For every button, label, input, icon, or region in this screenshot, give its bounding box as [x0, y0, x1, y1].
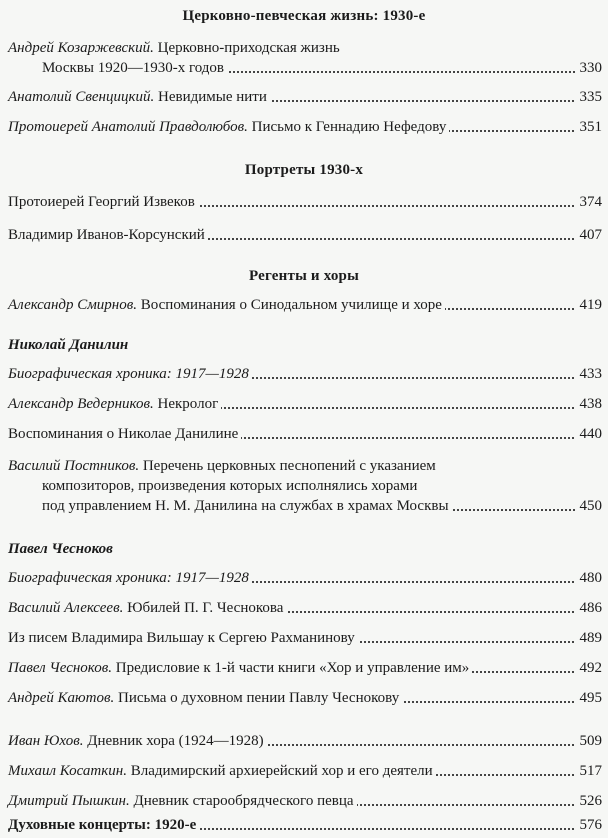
- entry-title: Письмо к Геннадию Нефедову: [247, 119, 447, 135]
- toc-entry[interactable]: [8, 658, 602, 678]
- toc-entry[interactable]: [8, 192, 602, 212]
- toc-entry[interactable]: [8, 364, 602, 384]
- toc-entry[interactable]: [8, 791, 602, 811]
- entry-title: Владимир Иванов-Корсунский: [8, 225, 208, 245]
- entry-author: Александр Ведерников.: [8, 396, 154, 412]
- toc-entry[interactable]: [8, 688, 602, 708]
- entry-page: 526: [576, 791, 603, 811]
- entry-title: Воспоминания о Синодальном училище и хоре: [137, 297, 442, 313]
- entry-page: 489: [576, 628, 603, 648]
- entry-author: Анатолий Свенцицкий.: [8, 89, 155, 105]
- toc-entry[interactable]: [8, 424, 602, 444]
- toc-entry[interactable]: [8, 38, 602, 58]
- entry-page: 407: [576, 225, 603, 245]
- entry-author: Протоиерей Анатолий Правдолюбов.: [8, 119, 248, 135]
- entry-title: Некролог: [153, 396, 219, 412]
- entry-title: Невидимые нити: [154, 89, 267, 105]
- entry-title: Из писем Владимира Вильшау к Сергею Рахманинову: [8, 628, 358, 648]
- entry-title: Протоиерей Георгий Извеков: [8, 192, 198, 212]
- section-title: Портреты 1930-х: [244, 162, 364, 178]
- entry-author: Андрей Козаржевский.: [8, 40, 154, 56]
- entry-title-cont: Москвы 1920—1930-х годов: [42, 58, 227, 78]
- entry-author: Василий Постников.: [8, 458, 140, 474]
- group-title: Павел Чесноков: [8, 541, 113, 557]
- entry-page: 509: [576, 731, 603, 751]
- section-title: Духовные концерты: 1920-е: [8, 815, 199, 835]
- section-page: 576: [576, 815, 603, 835]
- entry-author: Биографическая хроника: 1917—1928: [8, 570, 249, 586]
- entry-page: 438: [576, 394, 603, 414]
- entry-page: 480: [576, 568, 603, 588]
- toc-entry[interactable]: [8, 761, 602, 781]
- section-title-with-page[interactable]: [8, 815, 602, 835]
- entry-title: Владимирский архиерейский хор и его деятели: [126, 763, 433, 779]
- section-title: Регенты и хоры: [248, 268, 360, 284]
- entry-page: 440: [576, 424, 603, 444]
- entry-page: 517: [576, 761, 603, 781]
- entry-page: 330: [576, 58, 603, 78]
- entry-author: Андрей Каютов.: [8, 690, 115, 706]
- entry-title: Письма о духовном пении Павлу Чеснокову: [114, 690, 400, 706]
- entry-page: 419: [576, 295, 603, 315]
- entry-page: 335: [576, 87, 603, 107]
- entry-page: 351: [576, 117, 603, 137]
- entry-page: 433: [576, 364, 603, 384]
- entry-title-cont: под управлением Н. М. Данилина на службах в храмах Москвы: [42, 496, 452, 516]
- entry-author: Павел Чесноков.: [8, 660, 113, 676]
- entry-title: Предисловие к 1-й части книги «Хор и управление им»: [112, 660, 470, 676]
- entry-page: 486: [576, 598, 603, 618]
- toc-entry[interactable]: [8, 295, 602, 315]
- entry-page: 492: [576, 658, 603, 678]
- toc-entry[interactable]: [8, 598, 602, 618]
- toc-entry[interactable]: [8, 394, 602, 414]
- entry-author: Биографическая хроника: 1917—1928: [8, 366, 249, 382]
- toc-entry[interactable]: [8, 456, 602, 476]
- entry-title: Дневник хора (1924—1928): [83, 733, 264, 749]
- toc-entry-continuation[interactable]: [42, 476, 602, 496]
- entry-title: Церковно-приходская жизнь: [153, 40, 340, 56]
- entry-title: Перечень церковных песнопений с указанием: [139, 458, 436, 474]
- entry-title: Юбилей П. Г. Чеснокова: [123, 600, 284, 616]
- toc-entry[interactable]: [8, 568, 602, 588]
- toc-entry-continuation[interactable]: [42, 496, 602, 516]
- entry-author: Василий Алексеев.: [8, 600, 124, 616]
- group-title: Николай Данилин: [8, 337, 129, 353]
- entry-page: 450: [576, 496, 603, 516]
- toc-entry[interactable]: [8, 731, 602, 751]
- entry-author: Александр Смирнов.: [8, 297, 138, 313]
- entry-author: Иван Юхов.: [8, 733, 84, 749]
- entry-author: Дмитрий Пышкин.: [8, 793, 130, 809]
- toc-entry[interactable]: [8, 628, 602, 648]
- toc-entry[interactable]: [8, 225, 602, 245]
- toc-entry-continuation[interactable]: [42, 58, 602, 78]
- toc-entry[interactable]: [8, 87, 602, 107]
- entry-title: Дневник старообрядческого певца: [129, 793, 354, 809]
- entry-title: Воспоминания о Николае Данилине: [8, 424, 241, 444]
- toc-entry[interactable]: [8, 117, 602, 137]
- entry-author: Михаил Косаткин.: [8, 763, 127, 779]
- entry-page: 374: [576, 192, 603, 212]
- entry-title-cont: композиторов, произведения которых исполнялись хорами: [42, 476, 420, 496]
- entry-page: 495: [576, 688, 603, 708]
- section-title: Церковно-певческая жизнь: 1930-е: [182, 8, 426, 24]
